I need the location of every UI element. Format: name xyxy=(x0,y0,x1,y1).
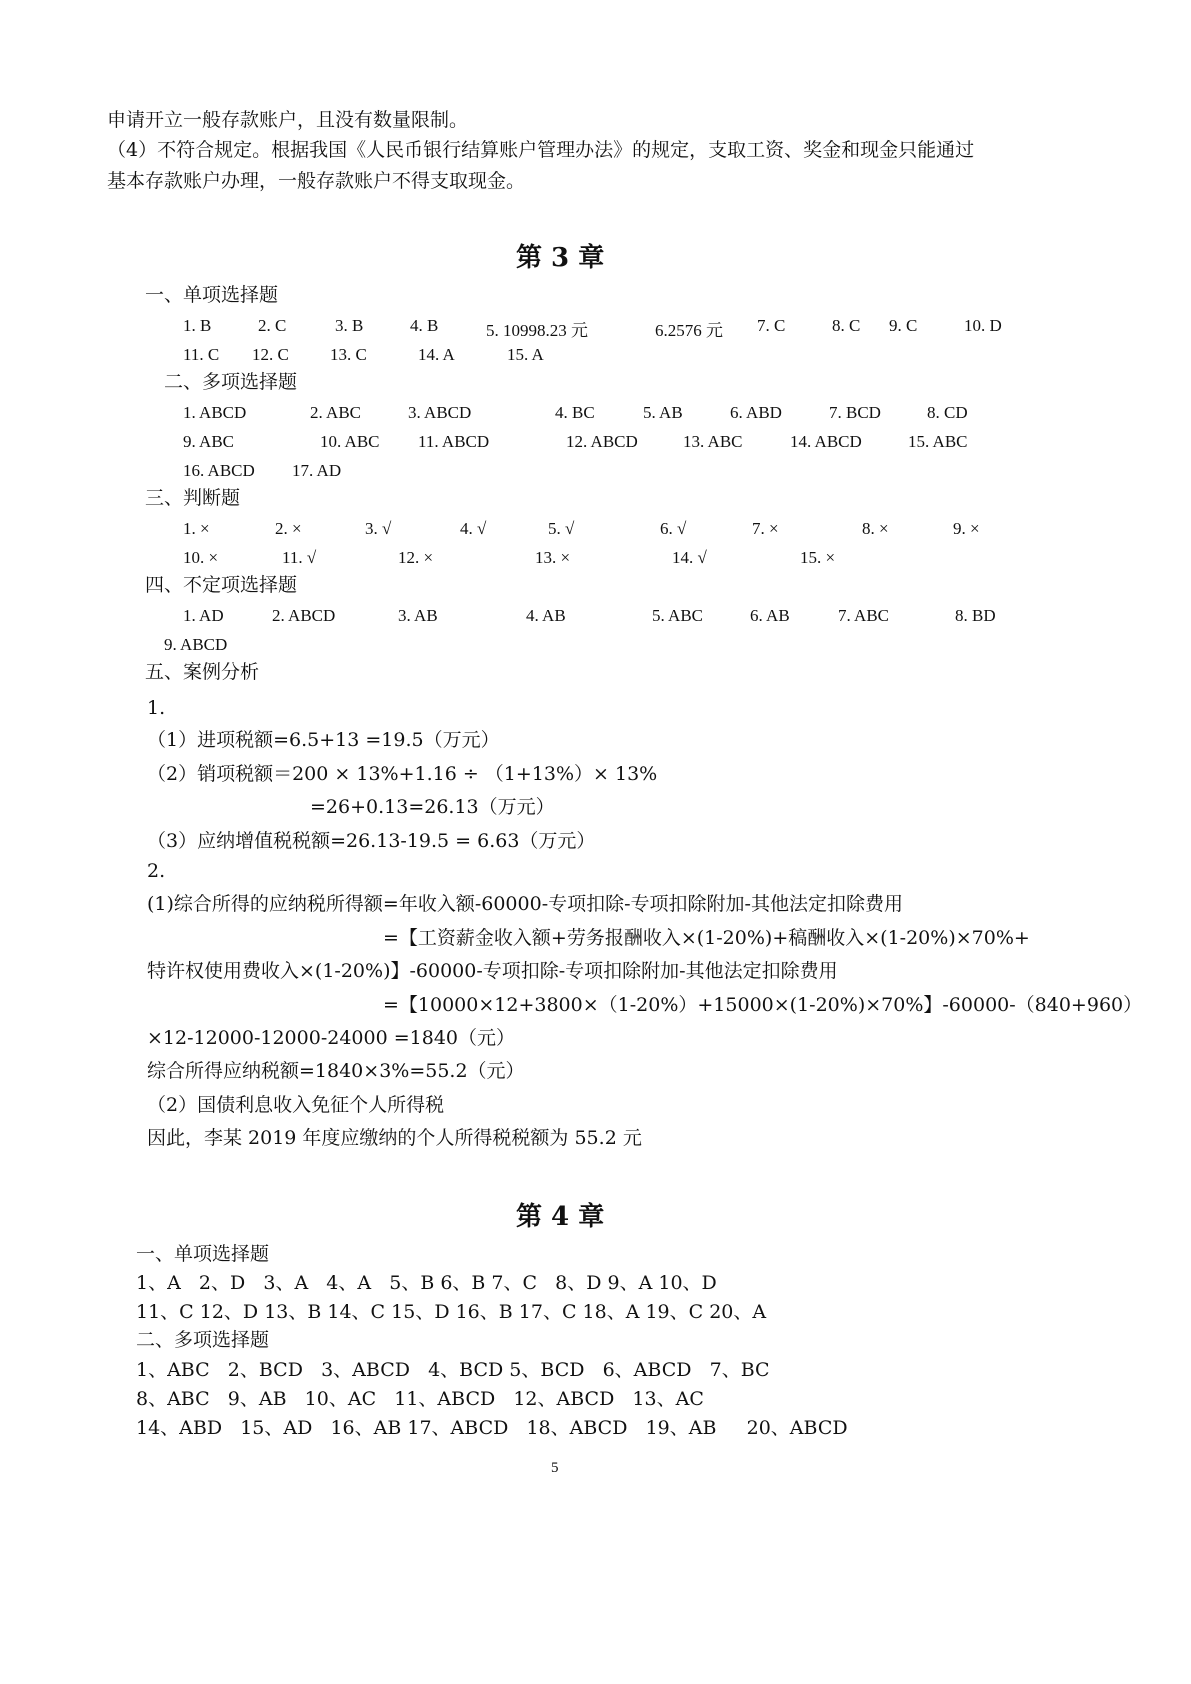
ch4-multi-choice-title: 二、多项选择题 xyxy=(136,1329,270,1351)
ch3-true-false-row-1 xyxy=(0,519,1191,539)
answer-item: 3. AB xyxy=(398,606,438,625)
chapter-3-title: 第 3 章 xyxy=(516,243,605,273)
answer-item: 10. × xyxy=(183,548,219,567)
ch4-single-choice-line-2: 11、C 12、D 13、B 14、C 15、D 16、B 17、C 18、A 19、C 20、A xyxy=(136,1301,767,1323)
answer-item: 4. B xyxy=(410,316,439,335)
answer-item: 2. C xyxy=(258,316,287,335)
intro-line-1: 申请开立一般存款账户，且没有数量限制。 xyxy=(107,109,469,131)
answer-item: 5. 10998.23 元 xyxy=(486,321,588,340)
case-2-line-2: =【工资薪金收入额+劳务报酬收入×(1-20%)+稿酬收入×(1-20%)×70%+ xyxy=(383,927,1030,949)
case-1-line-1: （1）进项税额=6.5+13 =19.5（万元） xyxy=(147,729,500,751)
answer-item: 8. × xyxy=(862,519,889,538)
answer-item: 15. ABC xyxy=(908,432,968,451)
answer-item: 8. BD xyxy=(955,606,996,625)
ch4-multi-choice-line-2: 8、ABC 9、AB 10、AC 11、ABCD 12、ABCD 13、AC xyxy=(136,1388,704,1410)
answer-item: 3. B xyxy=(335,316,364,335)
case-2-line-1: (1)综合所得的应纳税所得额=年收入额-60000-专项扣除-专项扣除附加-其他法定扣除费用 xyxy=(147,893,903,915)
answer-item: 7. C xyxy=(757,316,786,335)
answer-item: 5. √ xyxy=(548,519,575,538)
answer-item: 2. ABC xyxy=(310,403,362,422)
case-1-line-4: （3）应纳增值税税额=26.13-19.5 = 6.63（万元） xyxy=(147,830,596,852)
ch3-multi-choice-row-1 xyxy=(0,403,1191,423)
ch3-multi-choice-row-2 xyxy=(0,432,1191,452)
answer-item: 13. × xyxy=(535,548,571,567)
answer-item: 3. ABCD xyxy=(408,403,472,422)
answer-item: 15. × xyxy=(800,548,836,567)
case-1-label: 1. xyxy=(147,697,166,719)
ch3-multi-choice-title: 二、多项选择题 xyxy=(164,371,298,393)
ch3-indefinite-choice-row-2 xyxy=(0,635,1191,655)
answer-item: 5. ABC xyxy=(652,606,704,625)
case-2-line-4: =【10000×12+3800×（1-20%）+15000×(1-20%)×70%】-60000-（840+960） xyxy=(383,994,1143,1016)
ch3-case-analysis-title: 五、案例分析 xyxy=(145,661,260,683)
case-2-line-5: ×12-12000-12000-24000 =1840（元） xyxy=(147,1027,515,1049)
case-2-label: 2. xyxy=(147,860,166,882)
answer-item: 9. ABC xyxy=(183,432,235,451)
ch3-single-choice-title: 一、单项选择题 xyxy=(145,284,279,306)
case-2-line-6: 综合所得应纳税额=1840×3%=55.2（元） xyxy=(147,1060,525,1082)
answer-item: 6. ABD xyxy=(730,403,782,422)
ch4-multi-choice-line-3: 14、ABD 15、AD 16、AB 17、ABCD 18、ABCD 19、AB 20、ABCD xyxy=(136,1417,848,1439)
case-2-line-8: 因此，李某 2019 年度应缴纳的个人所得税税额为 55.2 元 xyxy=(147,1127,642,1149)
case-2-line-7: （2）国债利息收入免征个人所得税 xyxy=(147,1094,445,1116)
answer-item: 17. AD xyxy=(292,461,342,480)
answer-item: 11. ABCD xyxy=(418,432,490,451)
answer-item: 10. D xyxy=(964,316,1002,335)
answer-item: 11. C xyxy=(183,345,220,364)
answer-item: 1. AD xyxy=(183,606,224,625)
answer-item: 14. ABCD xyxy=(790,432,862,451)
answer-item: 12. C xyxy=(252,345,289,364)
answer-item: 4. √ xyxy=(460,519,487,538)
case-1-line-2: （2）销项税额＝200 × 13%+1.16 ÷ （1+13%）× 13% xyxy=(147,763,658,785)
answer-item: 12. ABCD xyxy=(566,432,638,451)
answer-item: 13. C xyxy=(330,345,367,364)
intro-line-2: （4）不符合规定。根据我国《人民币银行结算账户管理办法》的规定，支取工资、奖金和现金只能通过 xyxy=(107,139,975,161)
answer-item: 10. ABC xyxy=(320,432,380,451)
answer-item: 12. × xyxy=(398,548,434,567)
answer-item: 6. √ xyxy=(660,519,687,538)
answer-item: 4. BC xyxy=(555,403,595,422)
answer-item: 9. ABCD xyxy=(164,635,228,654)
answer-item: 14. A xyxy=(418,345,455,364)
answer-item: 14. √ xyxy=(672,548,707,567)
answer-item: 8. CD xyxy=(927,403,968,422)
answer-item: 3. √ xyxy=(365,519,392,538)
answer-item: 11. √ xyxy=(282,548,317,567)
page-number: 5 xyxy=(551,1460,559,1476)
chapter-4-title: 第 4 章 xyxy=(516,1202,605,1232)
ch3-true-false-row-2 xyxy=(0,548,1191,568)
ch3-indefinite-choice-title: 四、不定项选择题 xyxy=(145,574,298,596)
ch3-indefinite-choice-row-1 xyxy=(0,606,1191,626)
ch4-single-choice-line-1: 1、A 2、D 3、A 4、A 5、B 6、B 7、C 8、D 9、A 10、D xyxy=(136,1272,717,1294)
answer-item: 5. AB xyxy=(643,403,683,422)
case-2-line-3: 特许权使用费收入×(1-20%)】-60000-专项扣除-专项扣除附加-其他法定扣除费用 xyxy=(147,960,838,982)
ch3-multi-choice-row-3 xyxy=(0,461,1191,481)
answer-item: 7. × xyxy=(752,519,779,538)
answer-item: 1. × xyxy=(183,519,210,538)
ch4-multi-choice-line-1: 1、ABC 2、BCD 3、ABCD 4、BCD 5、BCD 6、ABCD 7、BC xyxy=(136,1359,770,1381)
ch3-single-choice-row-1 xyxy=(0,316,1191,340)
answer-item: 2. × xyxy=(275,519,302,538)
answer-item: 13. ABC xyxy=(683,432,743,451)
answer-item: 7. BCD xyxy=(829,403,881,422)
case-1-line-3: =26+0.13=26.13（万元） xyxy=(310,796,555,818)
answer-item: 1. B xyxy=(183,316,212,335)
answer-item: 15. A xyxy=(507,345,544,364)
answer-item: 16. ABCD xyxy=(183,461,255,480)
answer-item: 4. AB xyxy=(526,606,566,625)
answer-item: 2. ABCD xyxy=(272,606,336,625)
ch3-true-false-title: 三、判断题 xyxy=(145,487,241,509)
answer-item: 9. × xyxy=(953,519,980,538)
ch3-single-choice-row-2 xyxy=(0,345,1191,365)
answer-item: 6.2576 元 xyxy=(655,321,723,340)
ch4-single-choice-title: 一、单项选择题 xyxy=(136,1243,270,1265)
answer-item: 8. C xyxy=(832,316,861,335)
answer-item: 6. AB xyxy=(750,606,790,625)
answer-item: 7. ABC xyxy=(838,606,890,625)
intro-line-3: 基本存款账户办理，一般存款账户不得支取现金。 xyxy=(107,170,526,192)
answer-item: 1. ABCD xyxy=(183,403,247,422)
answer-item: 9. C xyxy=(889,316,918,335)
